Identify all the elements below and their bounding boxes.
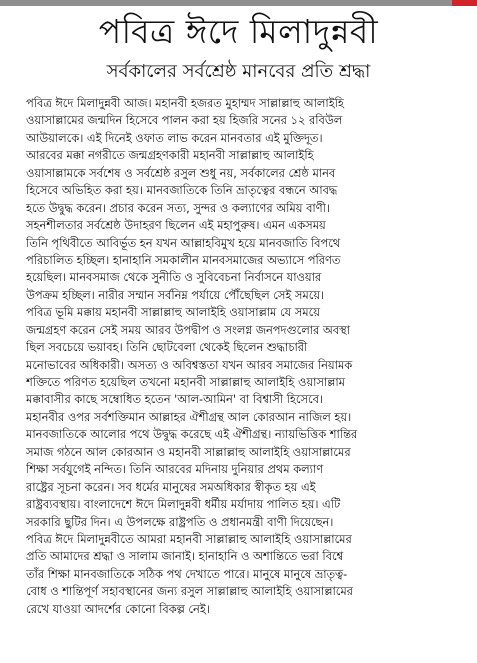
body-line: সহনশীলতার সর্বশ্রেষ্ঠ উদাহরণ ছিলেন এই মহাপুরুষ। এমন একসময় xyxy=(26,218,326,233)
body-line: রেখে যাওয়া আদর্শের কোনো বিকল্প নেই। xyxy=(26,601,210,616)
body-line: পরিচালিত হচ্ছিল। হানাহানি সমকালীন মানবসমাজের অভ্যাসে পরিণত xyxy=(26,252,341,267)
body-line: মানবজাতিকে আলোর পথে উদ্বুদ্ধ করেছে এই ঐশীগ্রন্থ। ন্যায়ভিত্তিক শান্তির xyxy=(26,427,358,442)
body-line: আরবের মক্কা নগরীতে জন্মগ্রহণকারী মহানবী সাল্লাল্লাহু আলাইহি xyxy=(26,148,314,163)
body-line: মক্কাবাসীর কাছে সম্বোধিত হতেন 'আল-আমিন' বা বিশ্বাসী হিসেবে। xyxy=(26,392,323,407)
body-line: উপক্রম হচ্ছিল। নারীর সম্মান সর্বনিম্ন পর্যায়ে পৌঁছেছিল সেই সময়ে। xyxy=(26,287,325,302)
body-line: প্রতি আমাদের শ্রদ্ধা ও সালাম জানাই। হানাহানি ও অশান্তিতে ভরা বিশ্বে xyxy=(26,549,344,564)
article-body xyxy=(26,95,458,618)
body-line: সমাজ গঠনে আল কোরআন ও মহানবী সাল্লাল্লাহু আলাইহি ওয়াসাল্লামের xyxy=(26,444,351,459)
body-line: বোধ ও শান্তিপূর্ণ সহাবস্থানের জন্য রসুল সাল্লাল্লাহু আলাইহি ওয়াসাল্লামের xyxy=(26,584,353,599)
body-line: রাষ্ট্রব্যবস্থায়। বাংলাদেশে ঈদে মিলাদুন্নবী ধর্মীয় মর্যাদায় পালিত হয়। এটি xyxy=(26,497,341,512)
body-line: সরকারি ছুটির দিন। এ উপলক্ষে রাষ্ট্রপতি ও প্রধানমন্ত্রী বাণী দিয়েছেন। xyxy=(26,514,334,529)
top-rule-red xyxy=(452,0,477,6)
body-line: হয়েছিল। মানবসমাজ থেকে সুনীতি ও সুবিবেচনা নির্বাসনে যাওয়ার xyxy=(26,270,322,285)
body-line: ওয়াসাল্লামকে সর্বশেষ ও সর্বশ্রেষ্ঠ রসুল শুধু নয়, সর্বকালের শ্রেষ্ঠ মানব xyxy=(26,165,336,180)
body-line: শক্তিতে পরিণত হয়েছিল তখনো মহানবী সাল্লাল্লাহু আলাইহি ওয়াসাল্লাম xyxy=(26,375,345,389)
body-line: পবিত্র ঈদে মিলাদুন্নবীতে আমরা মহানবী সাল্লাল্লাহু আলাইহি ওয়াসাল্লামের xyxy=(26,531,352,546)
top-rule xyxy=(0,0,477,6)
body-line: তিনি পৃথিবীতে আবির্ভূত হন যখন আল্লাহবিমুখ হয়ে মানবজাতি বিপথে xyxy=(26,235,341,250)
body-line: আউয়ালকে। এই দিনেই ওফাত লাভ করেন মানবতার এই মুক্তিদূত। xyxy=(26,130,323,145)
body-line: মহানবীর ওপর সর্বশক্তিমান আল্লাহর ঐশীগ্রন্থ আল কোরআন নাজিল হয়। xyxy=(26,409,352,424)
subheadline: সর্বকালের সর্বশ্রেষ্ঠ মানবের প্রতি শ্রদ্ধা xyxy=(106,61,371,82)
body-line: পবিত্র ঈদে মিলাদুন্নবী আজ। মহানবী হজরত মুহাম্মদ সাল্লাল্লাহু আলাইহি xyxy=(26,96,344,110)
body-line: ছিল সবচেয়ে ভয়াবহ। তিনি ছোটবেলা থেকেই ছিলেন শুদ্ধাচারী xyxy=(26,340,308,355)
body-line: ওয়াসাল্লামের জন্মদিন হিসেবে পালন করা হয় হিজরি সনের ১২ রবিউল xyxy=(26,113,343,128)
body-line: হিসেবে অভিহিত করা হয়। মানবজাতিকে তিনি ভ্রাতৃত্বের বন্ধনে আবদ্ধ xyxy=(26,183,338,198)
body-line: শিক্ষা সর্বযুগেই নন্দিত। তিনি আরবের মদিনায় দুনিয়ার প্রথম কল্যাণ xyxy=(26,462,324,477)
body-line: হতে উদ্বুদ্ধ করেন। প্রচার করেন সত্য, সুন্দর ও কল্যাণের অমিয় বাণী। xyxy=(26,200,330,215)
body-line: রাষ্ট্রের সূচনা করেন। সব ধর্মের মানুষের সমঅধিকার স্বীকৃত হয় এই xyxy=(26,479,316,494)
body-line: জন্মগ্রহণ করেন সেই সময় আরব উপদ্বীপ ও সংলগ্ন জনপদগুলোর অবস্থা xyxy=(26,322,350,337)
body-line: পবিত্র ভূমি মক্কায় মহানবী সাল্লাল্লাহু আলাইহি ওয়াসাল্লাম যে সময়ে xyxy=(26,305,320,320)
top-rule-gray xyxy=(0,0,452,6)
body-line: তাঁর শিক্ষা মানবজাতিকে সঠিক পথ দেখাতে পারে। মানুষে মানুষে ভ্রাতৃত্ব- xyxy=(26,566,348,581)
body-line: মনোভাবের অধিকারী। অসত্য ও অবিশ্বস্ততা যখন আরব সমাজের নিয়ামক xyxy=(26,357,353,372)
headline: পবিত্র ঈদে মিলাদুন্নবী xyxy=(98,12,379,51)
